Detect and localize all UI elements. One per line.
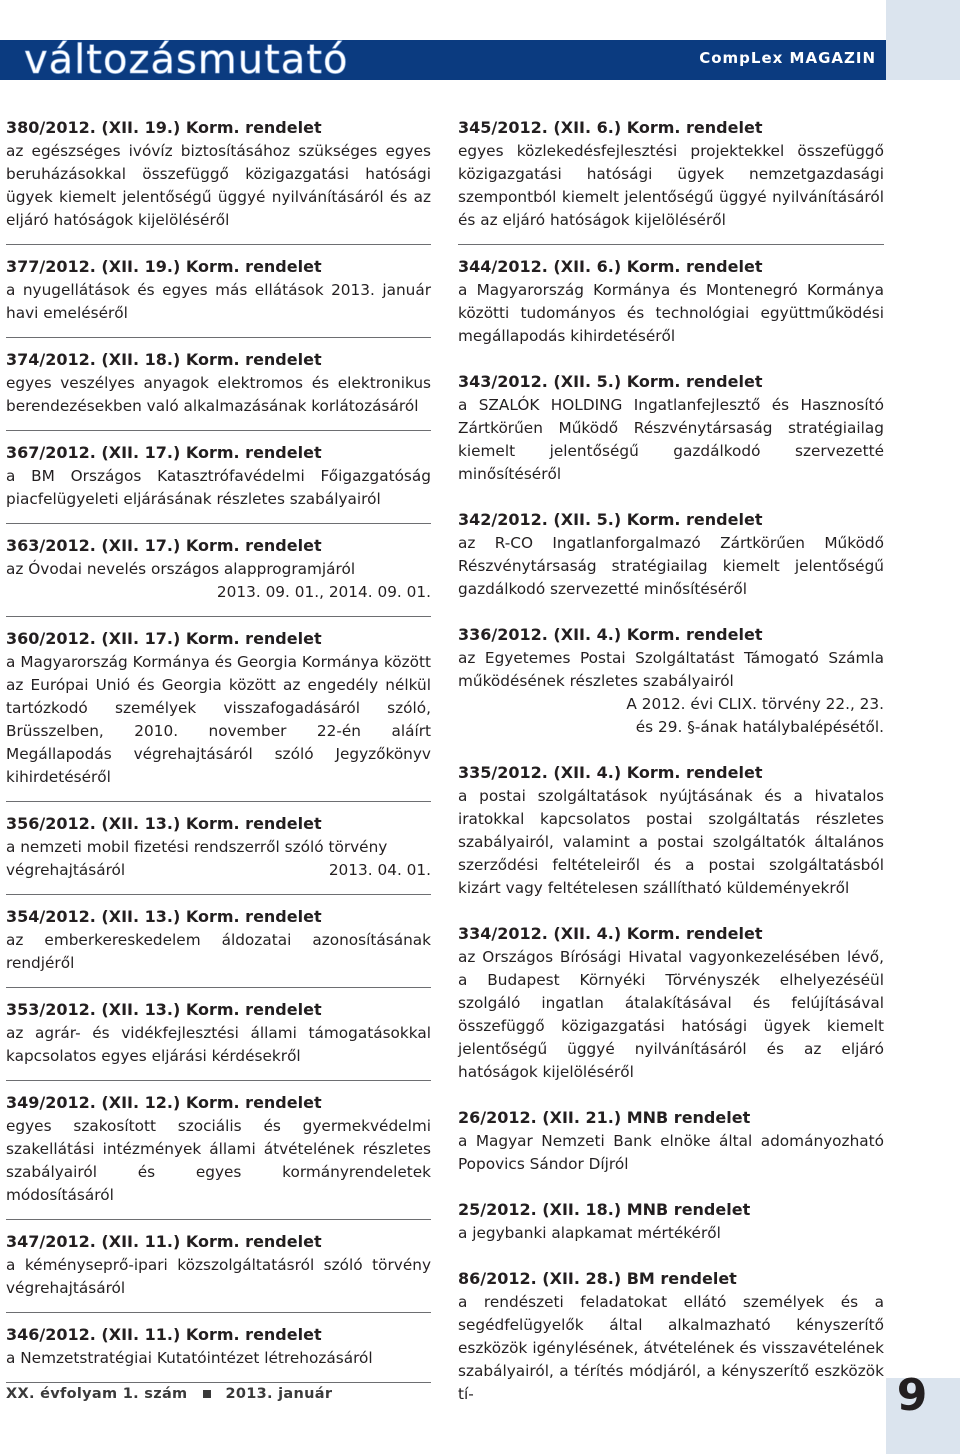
regulation-desc-row bbox=[6, 859, 431, 882]
list-item bbox=[458, 761, 884, 912]
regulation-ref: 26/2012. (XII. 21.) MNB rendelet bbox=[458, 1108, 751, 1127]
section-title: változásmutató bbox=[24, 37, 349, 83]
issue-date: 2013. január bbox=[225, 1386, 333, 1402]
list-item bbox=[6, 534, 431, 617]
regulation-ref: 354/2012. (XII. 13.) Korm. rendelet bbox=[6, 907, 322, 926]
regulation-ref: 374/2012. (XII. 18.) Korm. rendelet bbox=[6, 350, 322, 369]
regulation-ref: 356/2012. (XII. 13.) Korm. rendelet bbox=[6, 814, 322, 833]
list-item bbox=[6, 905, 431, 988]
regulation-desc: az Óvodai nevelés országos alapprogramjáról bbox=[6, 560, 356, 578]
regulation-desc: az egészséges ivóvíz biztosításához szükséges egyes beruházásokkal összefüggő közigazgatási hatósági ügyek kiemelt jelentőségű üggyé nyilvánításáról és az eljáró hatóságok kijelöléséről bbox=[6, 142, 431, 229]
list-item bbox=[458, 1267, 884, 1418]
regulation-ref: 342/2012. (XII. 5.) Korm. rendelet bbox=[458, 510, 763, 529]
regulation-ref: 377/2012. (XII. 19.) Korm. rendelet bbox=[6, 257, 322, 276]
regulation-desc: a BM Országos Katasztrófavédelmi Főigazgatóság piacfelügyeleti eljárásának részletes szabályairól bbox=[6, 467, 431, 508]
regulation-ref: 380/2012. (XII. 19.) Korm. rendelet bbox=[6, 118, 322, 137]
regulation-ref: 336/2012. (XII. 4.) Korm. rendelet bbox=[458, 625, 763, 644]
regulation-ref: 345/2012. (XII. 6.) Korm. rendelet bbox=[458, 118, 763, 137]
regulation-desc: a rendészeti feladatokat ellátó személyek és a segédfelügyelők által alkalmazható kényszerítő eszközök igénylésének, átvételének és visszavételének szabályairól, a térítés módjáról, a kényszerítő eszközök tí- bbox=[458, 1293, 884, 1403]
list-item bbox=[6, 1323, 431, 1383]
regulation-desc: az Országos Bírósági Hivatal vagyonkezelésében lévő, a Budapest Környéki Törvényszék elhelyezéséül szolgáló ingatlan átalakításával és felújításával összefüggő közigazgatási hatósági ügyek kiemelt jelentőségű üggyé nyilvánításáról és az eljáró hatóságok kijelöléséről bbox=[458, 948, 884, 1081]
regulation-desc: az R-CO Ingatlanforgalmazó Zártkörűen Működő Részvénytársaság stratégiailag kiemelt jelentőségű gazdálkodó szervezetté minősítéséről bbox=[458, 534, 884, 598]
issue-label: XX. évfolyam 1. szám bbox=[6, 1386, 188, 1402]
list-item bbox=[458, 1198, 884, 1257]
list-item bbox=[458, 116, 884, 245]
regulation-ref: 347/2012. (XII. 11.) Korm. rendelet bbox=[6, 1232, 322, 1251]
list-item bbox=[6, 627, 431, 802]
square-bullet-icon bbox=[203, 1390, 211, 1398]
list-item bbox=[458, 1106, 884, 1188]
list-item bbox=[6, 1091, 431, 1220]
regulation-desc: a SZALÓK HOLDING Ingatlanfejlesztő és Hasznosító Zártkörűen Működő Részvénytársaság stratégiailag kiemelt jelentőségű gazdálkodó szervezetté minősítéséről bbox=[458, 396, 884, 483]
page-header bbox=[0, 0, 960, 98]
regulation-ref: 334/2012. (XII. 4.) Korm. rendelet bbox=[458, 924, 763, 943]
list-item bbox=[458, 623, 884, 751]
list-item bbox=[6, 116, 431, 245]
regulation-desc: a Magyar Nemzeti Bank elnöke által adományozható Popovics Sándor Díjról bbox=[458, 1132, 884, 1173]
list-item bbox=[6, 255, 431, 338]
regulation-desc: egyes veszélyes anyagok elektromos és elektronikus berendezésekben való alkalmazásának korlátozásáról bbox=[6, 374, 431, 415]
regulation-ref: 344/2012. (XII. 6.) Korm. rendelet bbox=[458, 257, 763, 276]
list-item bbox=[458, 922, 884, 1096]
regulation-desc: a Nemzetstratégiai Kutatóintézet létrehozásáról bbox=[6, 1349, 373, 1367]
regulation-desc: a nyugellátások és egyes más ellátások 2013. január havi emeléséről bbox=[6, 281, 431, 322]
regulation-desc: a jegybanki alapkamat mértékéről bbox=[458, 1224, 721, 1242]
right-column bbox=[458, 116, 884, 1428]
regulation-ref: 360/2012. (XII. 17.) Korm. rendelet bbox=[6, 629, 322, 648]
list-item bbox=[6, 998, 431, 1081]
regulation-ref: 343/2012. (XII. 5.) Korm. rendelet bbox=[458, 372, 763, 391]
regulation-desc: a nemzeti mobil fizetési rendszerről szóló törvény bbox=[6, 838, 388, 856]
page-number: 9 bbox=[896, 1370, 928, 1421]
regulation-desc-tail: végrehajtásáról bbox=[6, 861, 126, 879]
list-item bbox=[6, 812, 431, 895]
effective-date-note: és 29. §-ának hatálybalépésétől. bbox=[635, 718, 884, 736]
regulation-ref: 349/2012. (XII. 12.) Korm. rendelet bbox=[6, 1093, 322, 1112]
regulation-desc: a kéményseprő-ipari közszolgáltatásról szóló törvény végrehajtásáról bbox=[6, 1256, 431, 1297]
list-item bbox=[458, 255, 884, 360]
magazine-name: CompLex MAGAZIN bbox=[699, 49, 876, 67]
regulation-ref: 346/2012. (XII. 11.) Korm. rendelet bbox=[6, 1325, 322, 1344]
header-corner-block bbox=[886, 0, 960, 80]
regulation-desc: a Magyarország Kormánya és Georgia Kormánya között az Európai Unió és Georgia között az engedély nélkül tartózkodó személyek visszafogadásáról szóló, Brüsszelben, 2010. november 22-én aláírt Megállapodás végrehajtásáról szóló Jegyzőkönyv kihirdetéséről bbox=[6, 653, 431, 786]
list-item bbox=[6, 1230, 431, 1313]
list-item bbox=[6, 348, 431, 431]
regulation-ref: 86/2012. (XII. 28.) BM rendelet bbox=[458, 1269, 737, 1288]
regulation-desc: a postai szolgáltatások nyújtásának és a hivatalos iratokkal kapcsolatos postai szolgáltatás részletes szabályairól, valamint a postai szolgáltatók általános szerződési feltételeiről és a postai szolgáltatásból kizárt vagy feltételesen szállítható küldeményekről bbox=[458, 787, 884, 897]
list-item bbox=[6, 441, 431, 524]
regulation-ref: 353/2012. (XII. 13.) Korm. rendelet bbox=[6, 1000, 322, 1019]
effective-date-note: 2013. 04. 01. bbox=[328, 861, 431, 879]
effective-date-note: 2013. 09. 01., 2014. 09. 01. bbox=[216, 583, 431, 601]
regulation-desc: az Egyetemes Postai Szolgáltatást Támogató Számla működésének részletes szabályairól bbox=[458, 649, 884, 690]
regulation-ref: 363/2012. (XII. 17.) Korm. rendelet bbox=[6, 536, 322, 555]
regulation-desc: egyes szakosított szociális és gyermekvédelmi szakellátási intézmények állami átvételének részletes szabályairól és egyes kormányrendeletek módosításáról bbox=[6, 1117, 431, 1204]
regulation-desc: a Magyarország Kormánya és Montenegró Kormánya közötti tudományos és technológiai együttműködési megállapodás kihirdetéséről bbox=[458, 281, 884, 345]
page-footer bbox=[6, 1386, 332, 1402]
regulation-desc: egyes közlekedésfejlesztési projektekkel összefüggő közigazgatási hatósági ügyek nemzetgazdasági szempontból kiemelt jelentőségű üggyé nyilvánításáról és az eljáró hatóságok kijelöléséről bbox=[458, 142, 884, 229]
regulation-desc: az agrár- és vidékfejlesztési állami támogatásokkal kapcsolatos egyes eljárási kérdésekről bbox=[6, 1024, 431, 1065]
left-column bbox=[6, 116, 431, 1393]
list-item bbox=[458, 508, 884, 613]
regulation-ref: 335/2012. (XII. 4.) Korm. rendelet bbox=[458, 763, 763, 782]
regulation-ref: 25/2012. (XII. 18.) MNB rendelet bbox=[458, 1200, 751, 1219]
effective-date-note: A 2012. évi CLIX. törvény 22., 23. bbox=[626, 695, 884, 713]
regulation-ref: 367/2012. (XII. 17.) Korm. rendelet bbox=[6, 443, 322, 462]
list-item bbox=[458, 370, 884, 498]
regulation-desc: az emberkereskedelem áldozatai azonosításának rendjéről bbox=[6, 931, 431, 972]
